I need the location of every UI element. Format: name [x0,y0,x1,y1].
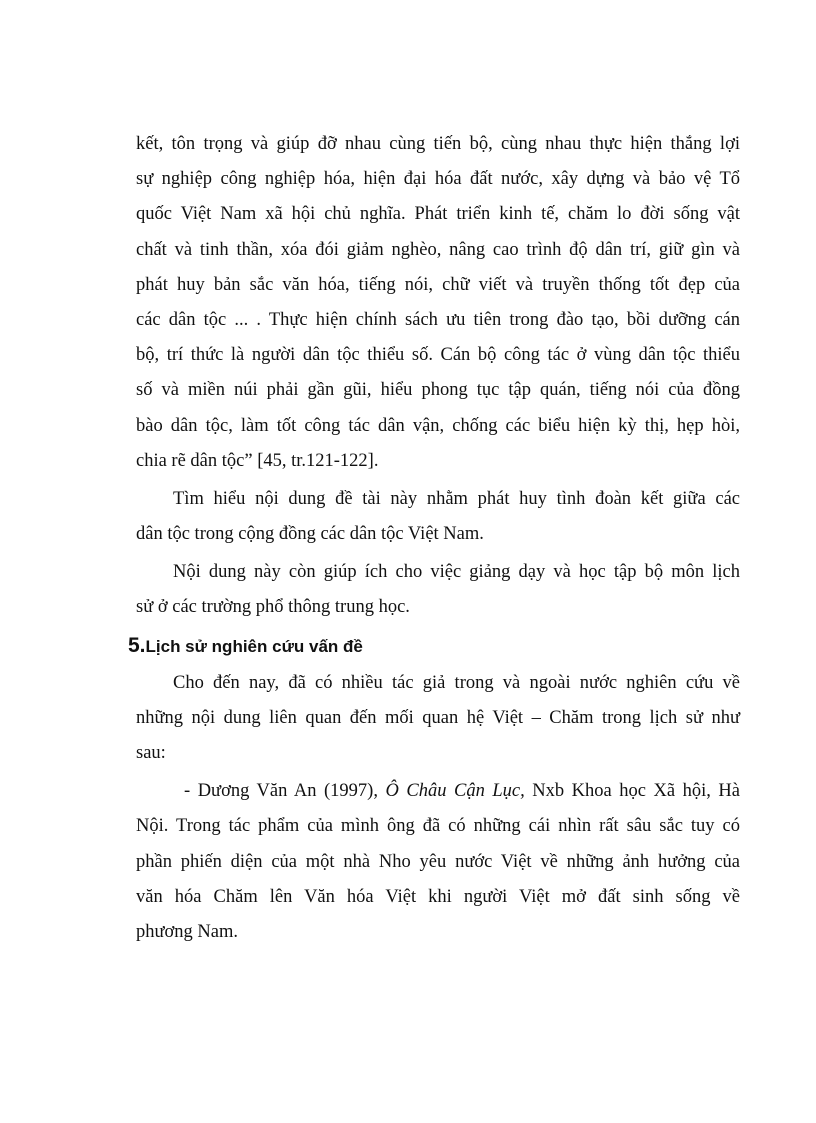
text-line: Nội dung này còn giúp ích cho việc giảng dạy và học tập bộ môn lịch [173,562,740,583]
text-line: chất và tinh thần, xóa đói giảm nghèo, nâng cao trình độ dân trí, giữ gìn và [136,239,740,260]
text-line: các dân tộc ... . Thực hiện chính sách ưu tiên trong đào tạo, bồi dưỡng cán [136,309,740,330]
text-line: phát huy bản sắc văn hóa, tiếng nói, chữ viết và truyền thống tốt đẹp của [136,274,740,295]
text-line: sử ở các trường phổ thông trung học. [136,597,410,618]
section-number: 5. [128,633,146,657]
text-line: bộ, trí thức là người dân tộc thiểu số. Cán bộ công tác ở vùng dân tộc thiểu [136,345,740,366]
text-line: dân tộc trong cộng đồng các dân tộc Việt Nam. [136,524,484,545]
text-line [136,774,740,809]
section-title: Lịch sử nghiên cứu vấn đề [145,636,363,656]
paragraph-reference-entry [136,774,740,950]
text-line: sự nghiệp công nghiệp hóa, hiện đại hóa đất nước, xây dựng và bảo vệ Tổ [136,169,740,190]
text-line: chia rẽ dân tộc” [45, tr.121-122]. [136,450,379,471]
reference-title: Ô Châu Cận Lục, [385,781,525,802]
text-line: số và miền núi phải gần gũi, hiểu phong tục tập quán, tiếng nói của đồng [136,380,740,401]
paragraph-teaching [136,555,740,625]
text-line: kết, tôn trọng và giúp đỡ nhau cùng tiến bộ, cùng nhau thực hiện thắng lợi [136,134,740,154]
reference-publisher: Nxb Khoa học Xã hội, Hà [524,781,740,802]
text-line: quốc Việt Nam xã hội chủ nghĩa. Phát triển kinh tế, chăm lo đời sống vật [136,204,740,225]
paragraph-purpose [136,482,740,552]
text-line: phần phiến diện của một nhà Nho yêu nước Việt về những ảnh hưởng của [136,851,740,872]
text-line: bào dân tộc, làm tốt công tác dân vận, chống các biểu hiện kỳ thị, hẹp hòi, [136,415,740,436]
text-line: sau: [136,743,166,763]
paragraph-research-intro [136,666,740,772]
text-line: Tìm hiểu nội dung đề tài này nhằm phát huy tình đoàn kết giữa các [173,488,740,509]
reference-author: - Dương Văn An (1997), [184,781,386,802]
section-heading [128,626,740,666]
text-line: những nội dung liên quan đến mối quan hệ Việt – Chăm trong lịch sử như [136,707,740,728]
text-line: Cho đến nay, đã có nhiều tác giả trong và ngoài nước nghiên cứu về [173,672,740,693]
paragraph-continuation [136,127,740,479]
text-line: Nội. Trong tác phẩm của mình ông đã có những cái nhìn rất sâu sắc tuy có [136,816,740,837]
text-line: phương Nam. [136,921,239,942]
text-line: văn hóa Chăm lên Văn hóa Việt khi người Việt mở đất sinh sống về [136,886,740,907]
document-page [128,127,740,950]
